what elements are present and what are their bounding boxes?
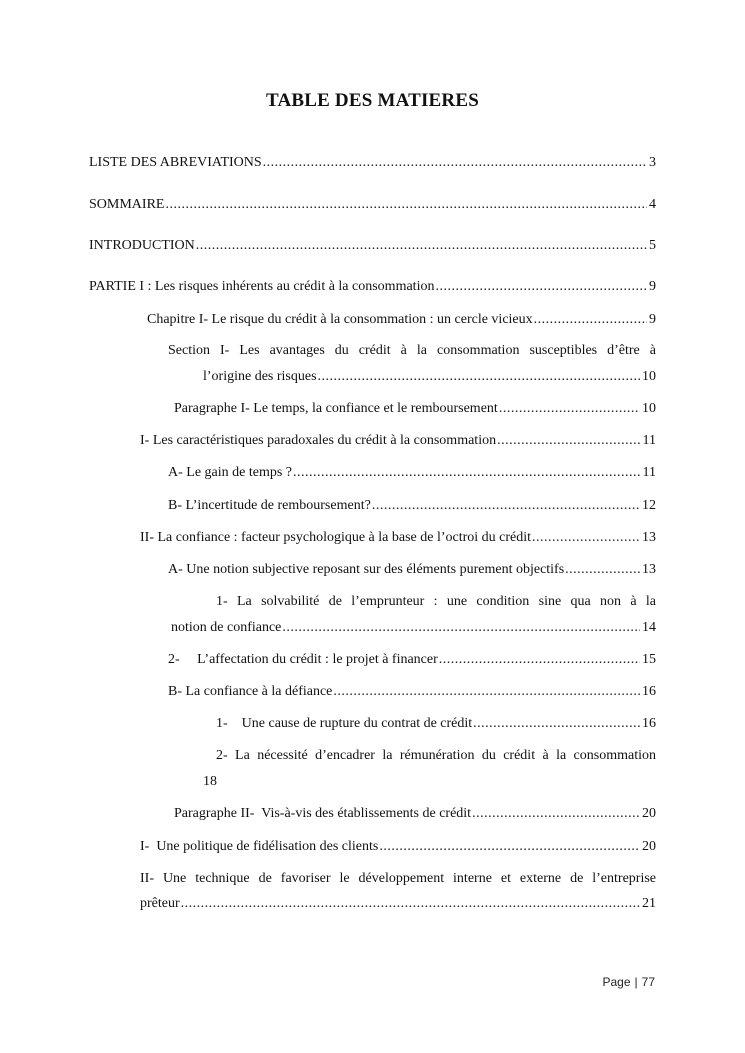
- dot-leader: [565, 561, 640, 579]
- toc-entry[interactable]: [89, 237, 656, 255]
- dot-leader: [196, 237, 647, 255]
- toc-entry-text: notion de confiance: [171, 620, 282, 635]
- toc-entry-page: 11: [642, 433, 656, 448]
- footer-page-number: 77: [641, 975, 655, 989]
- toc-entry-text: Chapitre I- Le risque du crédit à la consommation : un cercle vicieux: [147, 312, 533, 327]
- footer-separator: |: [634, 975, 638, 989]
- toc-entry[interactable]: [174, 400, 656, 418]
- dot-leader: [532, 529, 640, 547]
- toc-entry-text: prêteur: [140, 896, 180, 911]
- toc-entry-text: l’origine des risques: [203, 369, 317, 384]
- dot-leader: [473, 715, 640, 733]
- dot-leader: [439, 651, 640, 669]
- toc-entry-text: Paragraphe I- Le temps, la confiance et le remboursement: [174, 401, 498, 416]
- toc-entry[interactable]: [147, 311, 656, 329]
- dot-leader: [318, 368, 640, 386]
- toc-entry-text: 2- L’affectation du crédit : le projet à financer: [168, 652, 438, 667]
- page-footer: [602, 975, 655, 989]
- toc-entry-text: 1- Une cause de rupture du contrat de crédit: [216, 716, 473, 731]
- toc-entry-page: 15: [642, 652, 656, 667]
- dot-leader: [333, 683, 640, 701]
- toc-entry[interactable]: [216, 715, 656, 733]
- toc-entry-text: SOMMAIRE: [89, 197, 165, 212]
- toc-entry-page: 9: [649, 312, 656, 327]
- toc-entry-page: 13: [642, 562, 656, 577]
- dot-leader: [282, 619, 640, 637]
- toc-entry[interactable]: [203, 773, 217, 791]
- toc-entry-text: I- Les caractéristiques paradoxales du crédit à la consommation: [140, 433, 497, 448]
- toc-entry-page: 14: [642, 620, 656, 635]
- toc-entry-page: 12: [642, 498, 656, 513]
- dot-leader: [165, 196, 647, 214]
- toc-entry-wrapped-line[interactable]: Section I- Les avantages du crédit à la consommation susceptibles d’être à: [168, 343, 656, 358]
- toc-entry-page: 20: [642, 839, 656, 854]
- toc-entry-page: 16: [642, 684, 656, 699]
- toc-entry[interactable]: [168, 683, 656, 701]
- dot-leader: [263, 154, 647, 172]
- toc-entry-text: B- La confiance à la défiance: [168, 684, 333, 699]
- toc-entry-page: 18: [203, 774, 217, 789]
- toc-entry-page: 5: [649, 238, 656, 253]
- dot-leader: [497, 432, 640, 450]
- toc-entry-wrapped-line[interactable]: II- Une technique de favoriser le développement interne et externe de l’entreprise: [140, 871, 656, 886]
- toc-entry[interactable]: [89, 154, 656, 172]
- dot-leader: [181, 895, 640, 913]
- toc-entry-page: 21: [642, 896, 656, 911]
- footer-page-label: Page: [602, 975, 631, 989]
- toc-entry[interactable]: [140, 838, 656, 856]
- dot-leader: [435, 278, 647, 296]
- toc-entry-text: A- Le gain de temps ?: [168, 465, 293, 480]
- dot-leader: [472, 805, 640, 823]
- toc-entry[interactable]: [168, 561, 656, 579]
- toc-entry-page: 20: [642, 806, 656, 821]
- dot-leader: [499, 400, 640, 418]
- toc-entry[interactable]: [140, 432, 656, 450]
- toc-entry-page: 4: [649, 197, 656, 212]
- toc-entry-text: I- Une politique de fidélisation des clients: [140, 839, 379, 854]
- toc-entry[interactable]: [89, 196, 656, 214]
- toc-entry-page: 13: [642, 530, 656, 545]
- toc-entry-text: II- La confiance : facteur psychologique à la base de l’octroi du crédit: [140, 530, 532, 545]
- dot-leader: [372, 497, 640, 515]
- toc-entry[interactable]: [140, 895, 656, 913]
- toc-entry[interactable]: [168, 497, 656, 515]
- toc-entry[interactable]: [168, 464, 656, 482]
- toc-entry-text: B- L’incertitude de remboursement?: [168, 498, 371, 513]
- toc-entry[interactable]: [89, 278, 656, 296]
- toc-entry-page: 11: [642, 465, 656, 480]
- toc-entry-wrapped-line[interactable]: 2- La nécessité d’encadrer la rémunération du crédit à la consommation: [216, 748, 656, 763]
- dot-leader: [534, 311, 647, 329]
- toc-entry-text: A- Une notion subjective reposant sur des éléments purement objectifs: [168, 562, 565, 577]
- toc-entry[interactable]: [140, 529, 656, 547]
- toc-entry-page: 3: [649, 155, 656, 170]
- dot-leader: [379, 838, 640, 856]
- toc-entry-text: LISTE DES ABREVIATIONS: [89, 155, 262, 170]
- toc-entry[interactable]: [174, 805, 656, 823]
- toc-entry[interactable]: [168, 651, 656, 669]
- toc-entry-text: Paragraphe II- Vis-à-vis des établissements de crédit: [174, 806, 472, 821]
- page-title: TABLE DES MATIERES: [265, 90, 479, 111]
- toc-entry-wrapped-line[interactable]: 1- La solvabilité de l’emprunteur : une condition sine qua non à la: [216, 594, 656, 609]
- toc-entry-page: 10: [642, 401, 656, 416]
- toc-entry-page: 10: [642, 369, 656, 384]
- toc-entry[interactable]: [171, 619, 656, 637]
- toc-entry-text: PARTIE I : Les risques inhérents au crédit à la consommation: [89, 279, 435, 294]
- toc-entry-page: 16: [642, 716, 656, 731]
- toc-entry-page: 9: [649, 279, 656, 294]
- dot-leader: [293, 464, 641, 482]
- toc-entry[interactable]: [203, 368, 656, 386]
- toc-entry-text: INTRODUCTION: [89, 238, 195, 253]
